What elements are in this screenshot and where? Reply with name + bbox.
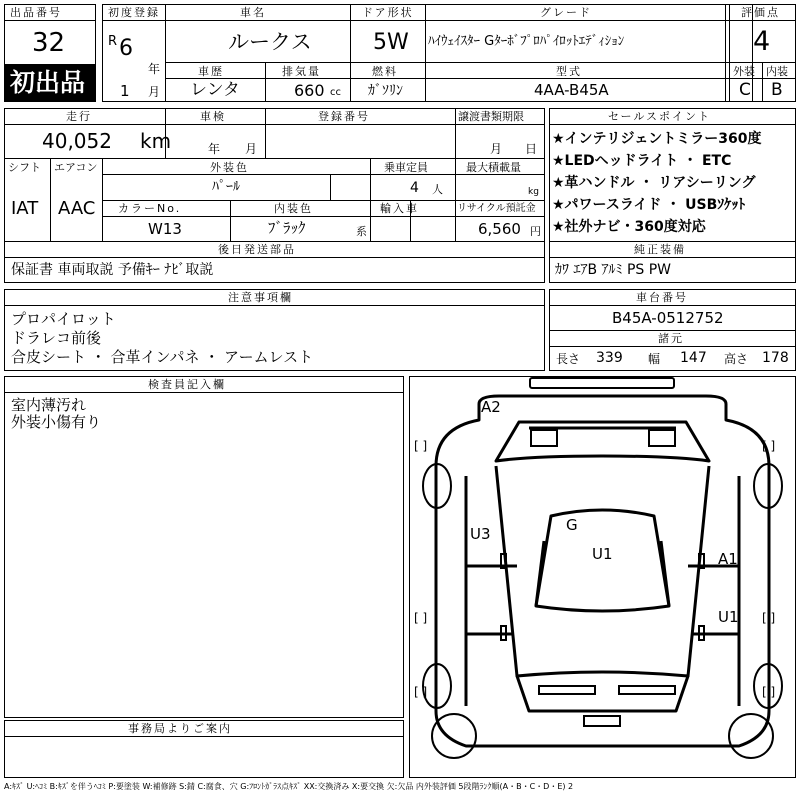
lot-number: 32 — [32, 28, 66, 58]
equipment-value: ｶﾜ ｴｱB ｱﾙﾐ PS PW — [555, 262, 672, 278]
sales-point-2: ★LEDヘッドライト ・ ETC — [552, 153, 732, 169]
lot-label: 出品番号 — [10, 6, 62, 19]
registration-month: 1 — [120, 82, 130, 100]
import-label: 輸入車 — [380, 202, 419, 215]
shift-value: IAT — [11, 198, 39, 219]
ext-color-label: 外装色 — [210, 161, 249, 174]
notes-line-2: ドラレコ前後 — [11, 329, 102, 347]
notes-line-3: 合皮シート ・ 合革インパネ ・ アームレスト — [11, 348, 314, 366]
model-label: 型式 — [556, 65, 582, 78]
specs-length-value: 339 — [596, 350, 623, 366]
score-value: 4 — [753, 26, 771, 57]
specs-label: 諸元 — [658, 332, 684, 345]
notes-line-1: プロパイロット — [11, 310, 116, 328]
mileage-value: 40,052 — [42, 129, 112, 153]
score-int-value: B — [771, 80, 783, 100]
car-diagram — [409, 376, 796, 778]
specs-length-label: 長さ — [556, 352, 581, 366]
inspector-label: 検査員記入欄 — [148, 378, 226, 391]
equipment-label: 純正装備 — [634, 243, 686, 256]
diagram-bracket-left-top: [ ] — [414, 439, 428, 453]
diagram-mark-u1-right: U1 — [718, 608, 739, 626]
fuel-value: ｶﾞｿﾘﾝ — [368, 83, 403, 99]
score-ext-label: 外装 — [733, 65, 755, 78]
displacement-unit: cc — [330, 87, 341, 98]
office-label: 事務局よりご案内 — [128, 722, 232, 735]
max-load-unit: kg — [528, 187, 539, 197]
grade-label: グレード — [540, 6, 592, 19]
model-value: 4AA-B45A — [534, 81, 609, 99]
recycle-unit: 円 — [530, 225, 541, 238]
doc-deadline-month-unit: 月 — [490, 142, 503, 156]
first-listing-label: 初出品 — [10, 68, 86, 97]
registration-year: 6 — [119, 36, 133, 61]
fuel-label: 燃料 — [372, 65, 398, 78]
specs-height-value: 178 — [762, 350, 789, 366]
aircon-label: エアコン — [54, 161, 98, 174]
doc-deadline-day-unit: 日 — [525, 142, 538, 156]
color-no-value: W13 — [148, 220, 182, 238]
inspection-month-unit: 月 — [245, 142, 258, 156]
color-no-label: カラーNo. — [118, 202, 182, 215]
sales-point-3: ★革ハンドル ・ リアシーリング — [552, 175, 756, 191]
specs-width-label: 幅 — [648, 352, 661, 366]
specs-width-value: 147 — [680, 350, 707, 366]
later-parts-label: 後日発送部品 — [218, 243, 296, 256]
diagram-mark-g: G — [566, 516, 578, 534]
recycle-value: 6,560 — [478, 220, 521, 238]
history-value: レンタ — [190, 80, 240, 100]
doc-deadline-label: 譲渡書類期限 — [458, 110, 524, 123]
inspector-line-1: 室内薄汚れ — [11, 396, 87, 414]
diagram-bracket-left-bot: [ ] — [414, 685, 428, 699]
shift-label: シフト — [8, 161, 41, 174]
sales-point-4: ★パワースライド ・ USBｿｹｯﾄ — [552, 197, 746, 213]
diagram-bracket-right-top: [ ] — [762, 439, 776, 453]
ext-color-value: ﾊﾟｰﾙ — [212, 179, 240, 195]
int-color-suffix: 系 — [356, 225, 367, 238]
diagram-bracket-right-bot: [ ] — [762, 685, 776, 699]
chassis-label: 車台番号 — [636, 291, 688, 304]
car-name-label: 車名 — [240, 6, 266, 19]
max-load-label: 最大積載量 — [466, 161, 521, 174]
inspector-line-2: 外装小傷有り — [11, 413, 102, 431]
registration-year-unit: 年 — [148, 62, 161, 76]
diagram-mark-a2: A2 — [481, 398, 501, 416]
inspection-year-unit: 年 — [208, 142, 221, 156]
diagram-mark-u3: U3 — [470, 525, 491, 543]
diagram-bracket-right-mid: [ ] — [762, 611, 776, 625]
sales-point-5: ★社外ナビ・360度対応 — [552, 219, 706, 235]
later-parts-value: 保証書 車両取説 予備ｷｰ ﾅﾋﾞ取説 — [11, 262, 214, 278]
capacity-value: 4 — [410, 180, 419, 196]
reg-number-label: 登録番号 — [318, 110, 370, 123]
notes-label: 注意事項欄 — [228, 291, 293, 304]
grade-value: ﾊｲｳｪｲｽﾀｰ Gﾀｰﾎﾞﾌﾟﾛﾊﾟｲﾛｯﾄｴﾃﾞｨｼｮﾝ — [428, 34, 625, 49]
sales-point-1: ★インテリジェントミラー360度 — [552, 131, 762, 147]
mileage-label: 走行 — [66, 110, 92, 123]
score-int-label: 内装 — [766, 65, 788, 78]
displacement-label: 排気量 — [282, 65, 321, 78]
registration-label: 初度登録 — [108, 6, 160, 19]
mileage-unit: km — [140, 129, 172, 153]
sales-points-label: セールスポイント — [608, 110, 712, 123]
registration-month-unit: 月 — [148, 85, 161, 99]
door-value: 5W — [373, 30, 409, 55]
int-color-label: 内装色 — [274, 202, 313, 215]
specs-height-label: 高さ — [724, 352, 749, 366]
diagram-bracket-left-mid: [ ] — [414, 611, 428, 625]
capacity-label: 乗車定員 — [384, 161, 428, 174]
score-label: 評価点 — [741, 6, 780, 19]
history-label: 車歴 — [198, 65, 224, 78]
diagram-mark-u1-center: U1 — [592, 545, 613, 563]
car-name-value: ルークス — [228, 30, 312, 54]
aircon-value: AAC — [58, 198, 96, 219]
int-color-value: ﾌﾞﾗｯｸ — [268, 219, 306, 237]
displacement-value: 660 — [294, 81, 325, 100]
capacity-unit: 人 — [432, 183, 443, 196]
recycle-label: リサイクル預託金 — [457, 203, 536, 214]
score-ext-value: C — [739, 80, 751, 100]
registration-era: R — [108, 34, 118, 49]
inspection-label: 車検 — [200, 110, 226, 123]
chassis-value: B45A-0512752 — [612, 309, 724, 327]
diagram-mark-a1: A1 — [718, 550, 738, 568]
door-label: ドア形状 — [362, 6, 414, 19]
legend-text: A:ｷｽﾞ U:ﾍｺﾐ B:ｷｽﾞを伴うﾍｺﾐ P:要塗装 W:補修跡 S:錆 C:腐食、穴 G:ﾌﾛﾝﾄｶﾞﾗｽ点ｷｽﾞ XX:交換済み X:要交換 欠:欠品 内外装評価 5段階ﾗﾝｸ順(A・B・C・D・E) 2 — [4, 782, 574, 791]
